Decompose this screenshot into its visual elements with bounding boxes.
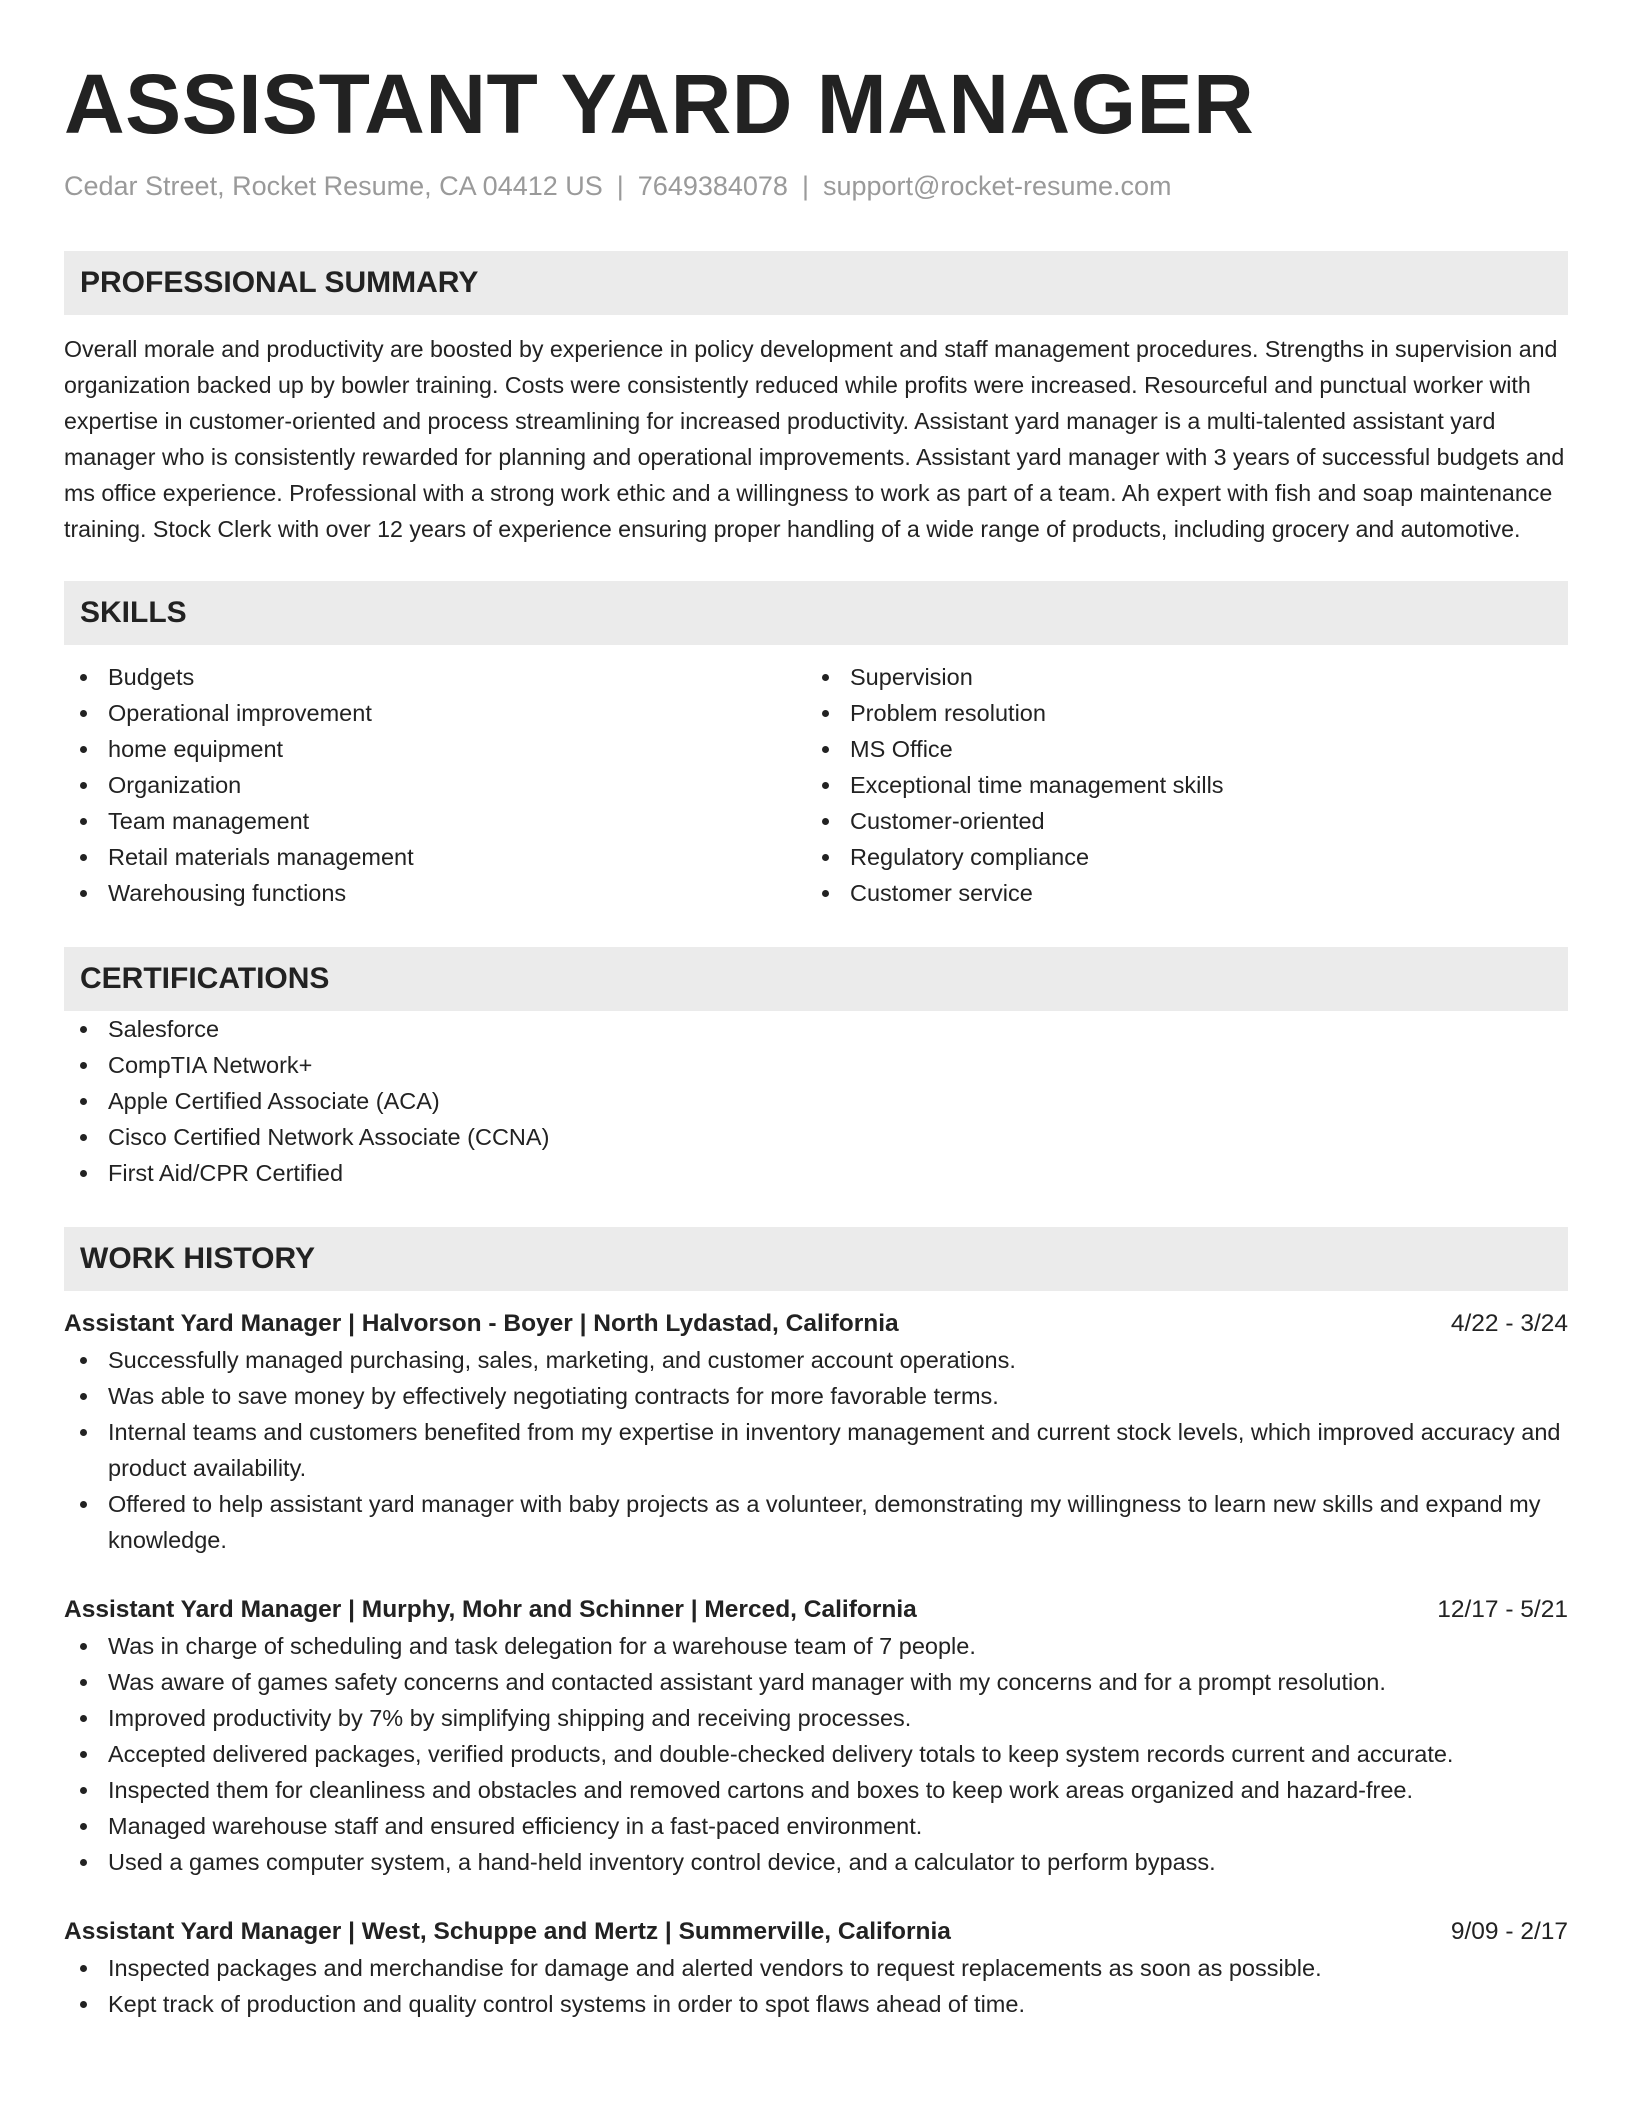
job-dates: 4/22 - 3/24 [1450,1310,1568,1337]
section-header-certifications [64,947,1568,1011]
section-header-skills [64,581,1568,645]
skills-column-left [64,659,806,911]
skill-item: Supervision [806,659,1548,695]
contact-email: support@rocket-resume.com [822,171,1172,201]
skill-item: Retail materials management [64,839,806,875]
job-duty-item: Internal teams and customers benefited from my expertise in inventory management and current stock levels, which improved accuracy and product availability. [64,1414,1568,1486]
certifications-list [64,1011,1568,1191]
job-duty-item: Offered to help assistant yard manager with baby projects as a volunteer, demonstrating my willingness to learn new skills and expand my knowledge. [64,1486,1568,1558]
job-duty-item: Kept track of production and quality control systems in order to spot flaws ahead of time. [64,1986,1568,2022]
certification-item: CompTIA Network+ [64,1047,1568,1083]
job-duties-list [64,1628,1568,1880]
job-duties-list [64,1342,1568,1558]
skills-list [806,659,1548,911]
summary-paragraph: Overall morale and productivity are boosted by experience in policy development and staff management procedures. Strengths in supervision and organization backed up by bowler training. Costs were consistently reduced while profits were increased. Resourceful and punctual worker with expertise in customer-oriented and process streamlining for increased productivity. Assistant yard manager is a multi-talented assistant yard manager who is consistently rewarded for planning and operational improvements. Assistant yard manager with 3 years of successful budgets and ms office experience. Professional with a strong work ethic and a willingness to work as part of a team. Ah expert with fish and soap maintenance training. Stock Clerk with over 12 years of experience ensuring proper handling of a wide range of products, including grocery and automotive. [64,336,1565,542]
certification-item: Apple Certified Associate (ACA) [64,1083,1568,1119]
job-header [64,1306,1568,1342]
skill-item: Regulatory compliance [806,839,1548,875]
job-dates: 9/09 - 2/17 [1450,1918,1568,1945]
contact-line [64,168,1568,204]
job-duty-item: Was in charge of scheduling and task delegation for a warehouse team of 7 people. [64,1628,1568,1664]
job-title: Assistant Yard Manager | West, Schuppe and Mertz | Summerville, California [64,1918,951,1945]
skills-columns [64,659,1568,911]
skill-item: Warehousing functions [64,875,806,911]
skill-item: home equipment [64,731,806,767]
certification-item: First Aid/CPR Certified [64,1155,1568,1191]
resume-page [64,56,1568,2022]
certification-item: Salesforce [64,1011,1568,1047]
skill-item: Budgets [64,659,806,695]
section-title: PROFESSIONAL SUMMARY [80,266,479,299]
contact-separator: | [801,171,809,201]
job-entry [64,1914,1568,2022]
section-header-work-history [64,1227,1568,1291]
section-title: SKILLS [80,596,187,629]
job-duty-item: Inspected them for cleanliness and obstacles and removed cartons and boxes to keep work areas organized and hazard-free. [64,1772,1568,1808]
skill-item: Organization [64,767,806,803]
skill-item: Problem resolution [806,695,1548,731]
contact-separator: | [616,171,624,201]
job-duty-item: Inspected packages and merchandise for damage and alerted vendors to request replacements as soon as possible. [64,1950,1568,1986]
job-duty-item: Accepted delivered packages, verified products, and double-checked delivery totals to keep system records current and accurate. [64,1736,1568,1772]
skills-column-right [806,659,1548,911]
job-dates: 12/17 - 5/21 [1437,1596,1568,1623]
job-duty-item: Was aware of games safety concerns and contacted assistant yard manager with my concerns and for a prompt resolution. [64,1664,1568,1700]
skill-item: Customer-oriented [806,803,1548,839]
page-title: ASSISTANT YARD MANAGER [64,57,1255,151]
job-duty-item: Was able to save money by effectively negotiating contracts for more favorable terms. [64,1378,1568,1414]
job-title: Assistant Yard Manager | Murphy, Mohr and Schinner | Merced, California [64,1596,917,1623]
contact-phone: 7649384078 [637,171,788,201]
job-title: Assistant Yard Manager | Halvorson - Boyer | North Lydastad, California [64,1310,899,1337]
job-header [64,1592,1568,1628]
certification-item: Cisco Certified Network Associate (CCNA) [64,1119,1568,1155]
job-duties-list [64,1950,1568,2022]
section-title: CERTIFICATIONS [80,962,330,995]
skill-item: Exceptional time management skills [806,767,1548,803]
section-title: WORK HISTORY [80,1242,316,1275]
job-duty-item: Successfully managed purchasing, sales, marketing, and customer account operations. [64,1342,1568,1378]
contact-address: Cedar Street, Rocket Resume, CA 04412 US [64,171,603,201]
skill-item: MS Office [806,731,1548,767]
skill-item: Team management [64,803,806,839]
job-header [64,1914,1568,1950]
skills-list [64,659,806,911]
job-entry [64,1306,1568,1558]
job-duty-item: Used a games computer system, a hand-held inventory control device, and a calculator to perform bypass. [64,1844,1568,1880]
job-entry [64,1592,1568,1880]
skill-item: Customer service [806,875,1548,911]
section-header-summary [64,251,1568,315]
job-duty-item: Managed warehouse staff and ensured efficiency in a fast-paced environment. [64,1808,1568,1844]
job-duty-item: Improved productivity by 7% by simplifying shipping and receiving processes. [64,1700,1568,1736]
skill-item: Operational improvement [64,695,806,731]
